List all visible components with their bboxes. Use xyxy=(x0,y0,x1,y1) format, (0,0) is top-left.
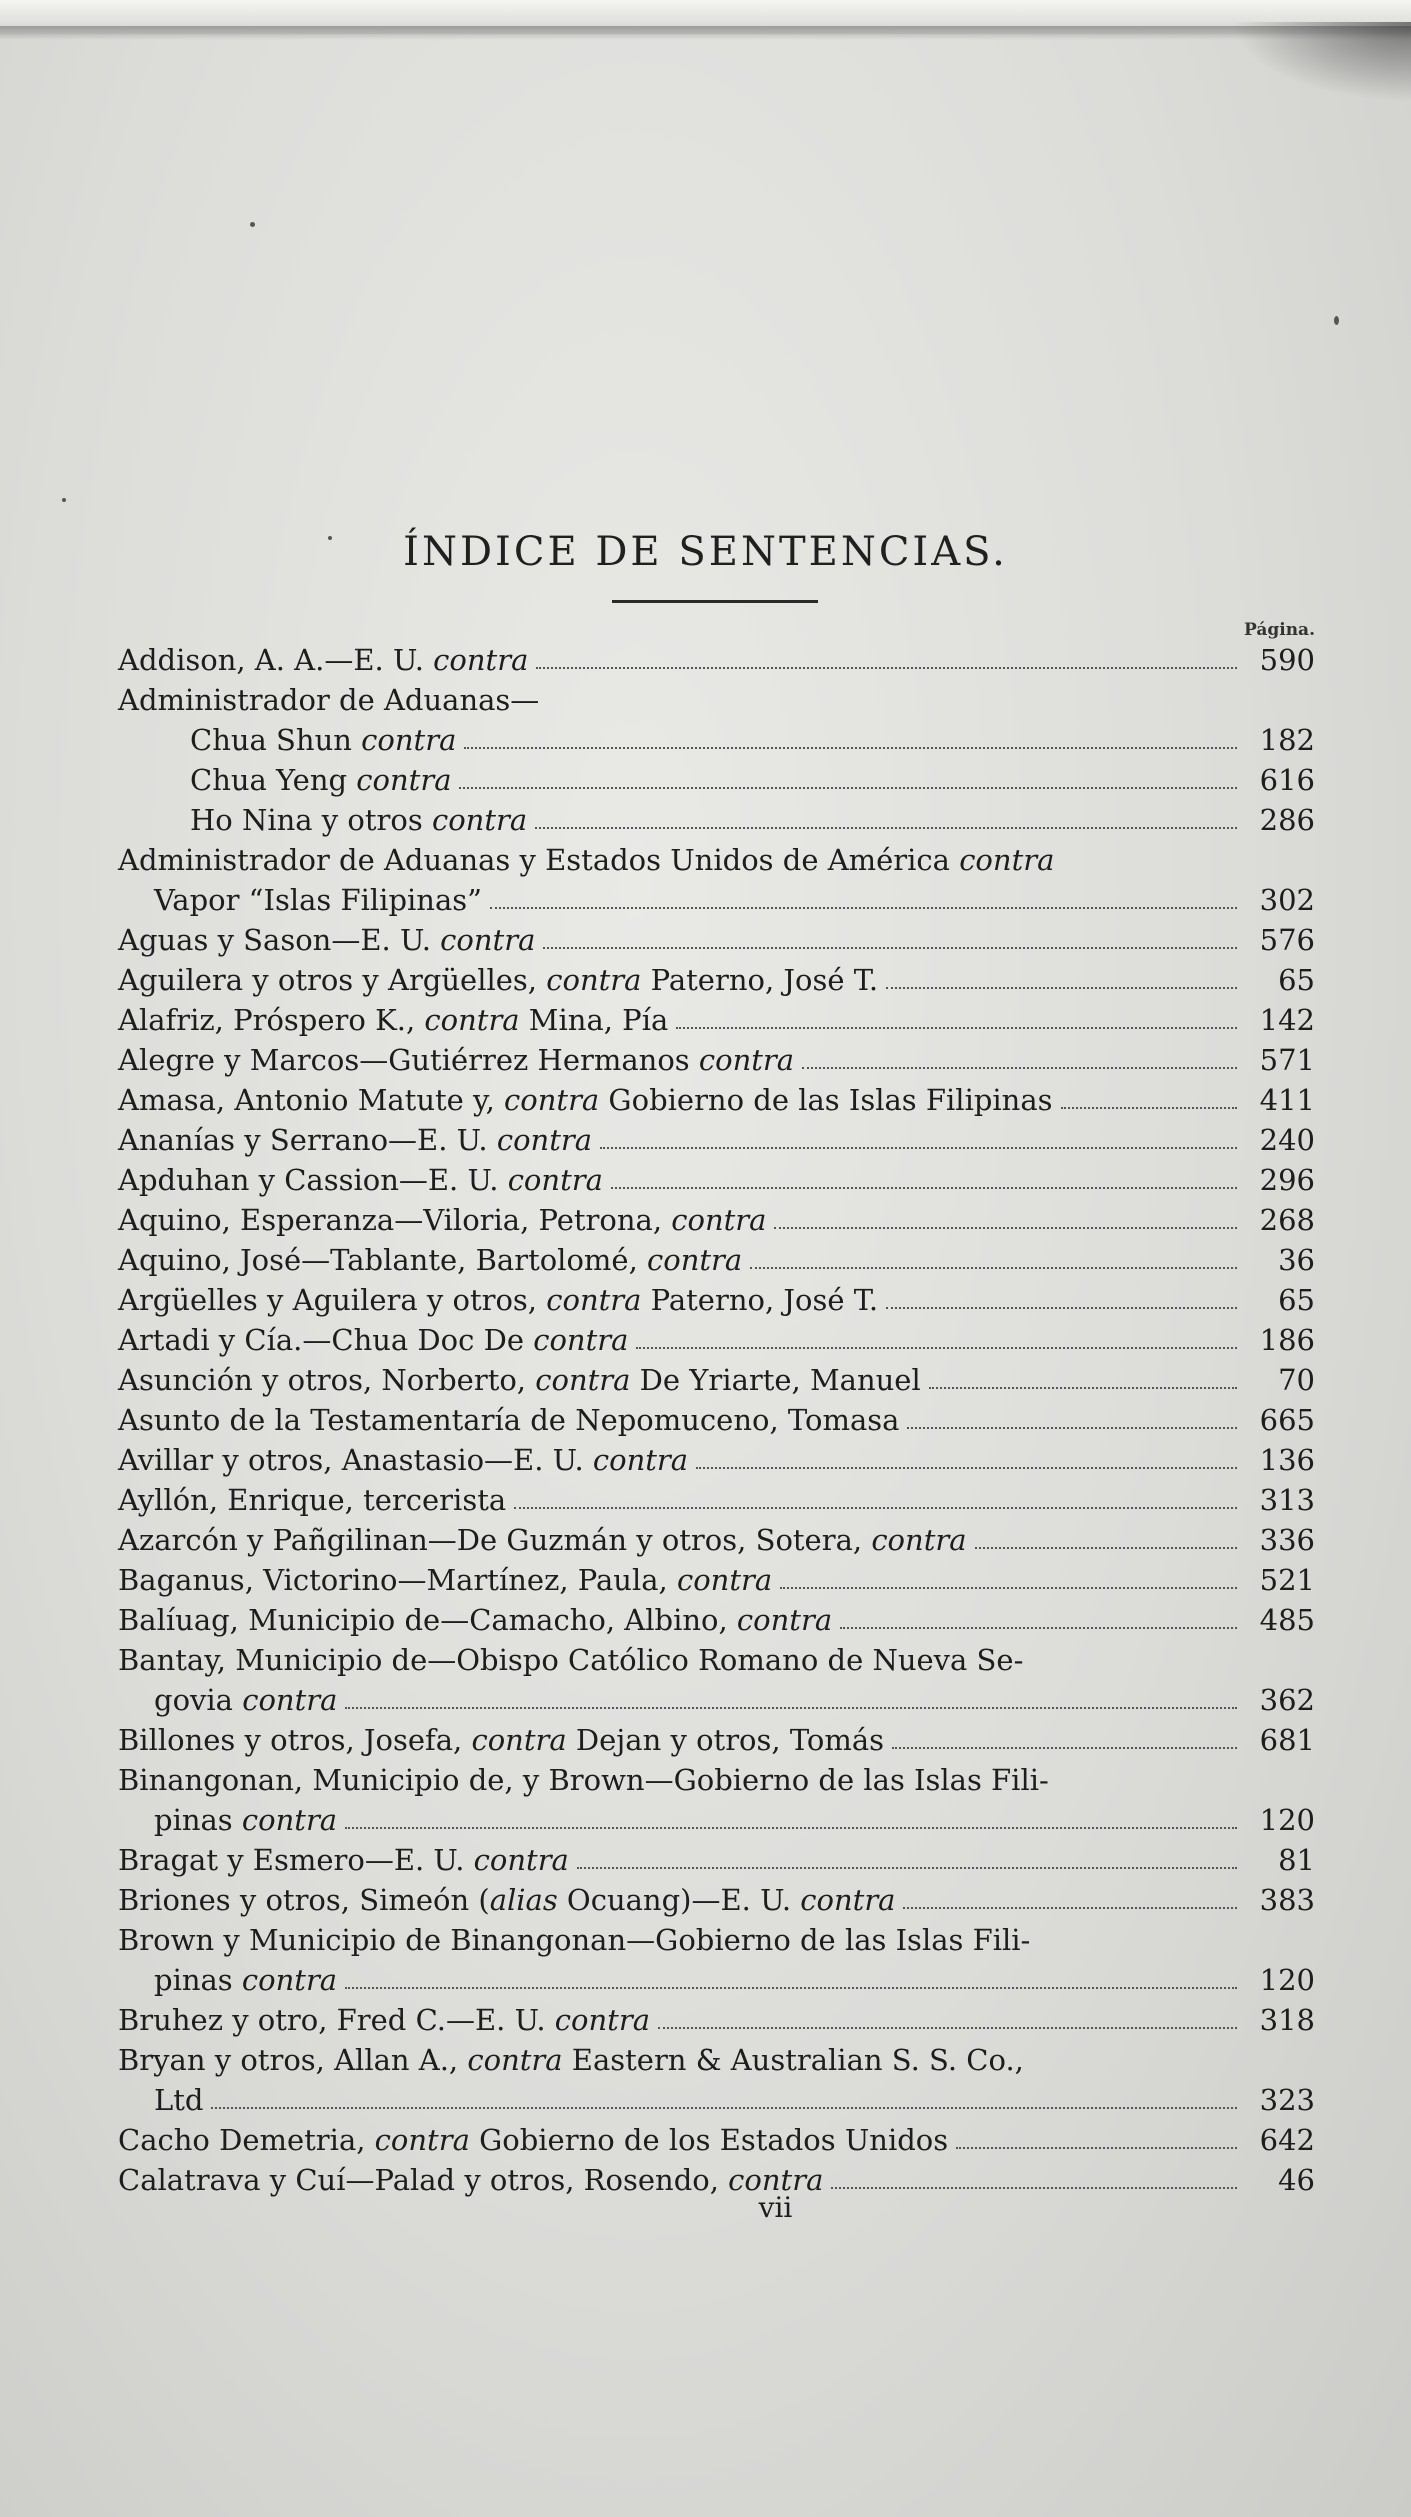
dot-leader xyxy=(577,1865,1237,1869)
entry-text: Billones y otros, Josefa, xyxy=(118,1723,472,1757)
entry-text: pinas xyxy=(154,1963,242,1997)
dot-leader xyxy=(886,1305,1237,1309)
entry-text: Asunto de la Testamentaría de Nepomuceno, Tomasa xyxy=(118,1403,900,1437)
entry-text: Apduhan y Cassion—E. U. xyxy=(118,1163,508,1197)
index-entry-line xyxy=(118,1520,1315,1560)
paper-speck xyxy=(62,498,66,502)
dot-leader xyxy=(802,1065,1237,1069)
entry-text: Briones y otros, Simeón ( xyxy=(118,1883,490,1917)
entry-italic-text: contra xyxy=(361,723,457,757)
entry-text: Chua Shun xyxy=(190,723,362,757)
entry-text: Aguas y Sason—E. U. xyxy=(118,923,441,957)
entry-text: Bryan y otros, Allan A., xyxy=(118,2043,468,2077)
dot-leader xyxy=(490,905,1237,909)
entry-text: Argüelles y Aguilera y otros, xyxy=(118,1283,547,1317)
index-entry xyxy=(118,1280,1315,1320)
entry-text: Ho Nina y otros xyxy=(190,803,432,837)
entry-italic-text: contra xyxy=(698,1043,795,1077)
entry-page-number: 336 xyxy=(1259,1523,1315,1557)
index-entry-line xyxy=(118,1920,1315,1960)
index-entry-line xyxy=(118,1560,1315,1600)
index-entries xyxy=(118,640,1315,2200)
index-entry-line xyxy=(118,760,1315,800)
index-entry xyxy=(118,1240,1315,1280)
entry-text: Aguilera y otros y Argüelles, xyxy=(118,963,547,997)
page-top-shadow xyxy=(0,26,1411,40)
index-entry xyxy=(118,1440,1315,1480)
dot-leader xyxy=(636,1345,1237,1349)
dot-leader xyxy=(535,825,1237,829)
index-entry-line xyxy=(118,1640,1315,1680)
dot-leader xyxy=(907,1425,1237,1429)
index-entry-line xyxy=(118,1600,1315,1640)
entry-italic-text: contra xyxy=(496,1123,593,1157)
index-entry xyxy=(118,1160,1315,1200)
entry-text: Dejan y otros, Tomás xyxy=(566,1723,885,1757)
entry-page-number: 240 xyxy=(1259,1123,1315,1157)
entry-page-number: 521 xyxy=(1259,1563,1315,1597)
entry-italic-text: contra xyxy=(504,1083,600,1117)
entry-page-number: 81 xyxy=(1278,1843,1315,1877)
dot-leader xyxy=(780,1585,1237,1589)
index-entry xyxy=(118,1920,1315,1960)
entry-italic-text: contra xyxy=(471,1723,567,1757)
index-entry xyxy=(118,1840,1315,1880)
index-entry-continuation xyxy=(118,1800,1315,1840)
entry-page-number: 65 xyxy=(1278,1283,1315,1317)
index-entry-line xyxy=(118,1200,1315,1240)
entry-text: Alegre y Marcos—Gutiérrez Hermanos xyxy=(118,1043,699,1077)
entry-page-number: 642 xyxy=(1259,2123,1315,2157)
entry-text: Balíuag, Municipio de—Camacho, Albino, xyxy=(118,1603,737,1637)
index-entry-line xyxy=(118,1320,1315,1360)
entry-italic-text: alias xyxy=(489,1883,558,1917)
entry-page-number: 136 xyxy=(1259,1443,1315,1477)
index-entry xyxy=(118,2120,1315,2160)
entry-page-number: 268 xyxy=(1259,1203,1315,1237)
dot-leader xyxy=(543,945,1237,949)
title-rule xyxy=(612,600,818,603)
entry-text: Addison, A. A.—E. U. xyxy=(118,643,434,677)
index-entry-line xyxy=(118,720,1315,760)
index-entry-line xyxy=(118,680,1315,720)
entry-page-number: 383 xyxy=(1259,1883,1315,1917)
entry-text: Bruhez y otro, Fred C.—E. U. xyxy=(118,2003,555,2037)
entry-italic-text: contra xyxy=(871,1523,967,1557)
index-entry-continuation xyxy=(118,880,1315,920)
index-entry xyxy=(118,640,1315,680)
entry-text: pinas xyxy=(154,1803,242,1837)
index-entry-line xyxy=(118,1400,1315,1440)
entry-page-number: 36 xyxy=(1278,1243,1315,1277)
entry-italic-text: contra xyxy=(467,2043,563,2077)
entry-italic-text: contra xyxy=(546,963,642,997)
entry-page-number: 65 xyxy=(1278,963,1315,997)
entry-text: Chua Yeng xyxy=(190,763,357,797)
entry-page-number: 46 xyxy=(1278,2163,1315,2197)
paper-speck xyxy=(250,222,255,227)
index-entry-line xyxy=(118,1440,1315,1480)
index-entry xyxy=(118,880,1315,920)
dot-leader xyxy=(658,2025,1237,2029)
index-entry xyxy=(118,1480,1315,1520)
entry-text: Binangonan, Municipio de, y Brown—Gobierno de las Islas Fili- xyxy=(118,1763,1049,1797)
entry-italic-text: contra xyxy=(554,2003,650,2037)
dot-leader xyxy=(903,1905,1237,1909)
entry-page-number: 70 xyxy=(1278,1363,1315,1397)
dot-leader xyxy=(345,1985,1237,1989)
entry-page-number: 182 xyxy=(1259,723,1315,757)
entry-italic-text: contra xyxy=(440,923,536,957)
index-entry xyxy=(118,1080,1315,1120)
entry-text: De Yriarte, Manuel xyxy=(630,1363,921,1397)
index-entry xyxy=(118,1680,1315,1720)
dot-leader xyxy=(975,1545,1238,1549)
entry-page-number: 286 xyxy=(1259,803,1315,837)
index-entry xyxy=(118,1960,1315,2000)
entry-page-number: 485 xyxy=(1259,1603,1315,1637)
entry-italic-text: contra xyxy=(473,1843,569,1877)
index-entry-line xyxy=(118,1080,1315,1120)
entry-italic-text: contra xyxy=(241,1803,338,1837)
entry-page-number: 571 xyxy=(1259,1043,1315,1077)
index-entry xyxy=(118,1640,1315,1680)
entry-text: Paterno, José T. xyxy=(641,1283,879,1317)
index-entry xyxy=(118,2000,1315,2040)
entry-text: Gobierno de las Islas Filipinas xyxy=(599,1083,1053,1117)
entry-italic-text: contra xyxy=(424,1003,520,1037)
entry-text: Bantay, Municipio de—Obispo Católico Romano de Nueva Se- xyxy=(118,1643,1024,1677)
entry-italic-text: contra xyxy=(736,1603,833,1637)
entry-italic-text: contra xyxy=(507,1163,603,1197)
dot-leader xyxy=(536,665,1237,669)
entry-page-number: 296 xyxy=(1259,1163,1315,1197)
index-entry xyxy=(118,720,1315,760)
index-entry-line xyxy=(118,2000,1315,2040)
entry-italic-text: contra xyxy=(433,643,529,677)
dot-leader xyxy=(611,1185,1237,1189)
entry-italic-text: contra xyxy=(959,843,1055,877)
index-entry xyxy=(118,840,1315,880)
dot-leader xyxy=(886,985,1237,989)
index-entry-line xyxy=(118,1880,1315,1920)
entry-page-number: 665 xyxy=(1259,1403,1315,1437)
index-entry-line xyxy=(118,1360,1315,1400)
index-entry-continuation xyxy=(118,1680,1315,1720)
entry-text: Ocuang)—E. U. xyxy=(557,1883,801,1917)
index-entry-line xyxy=(118,1120,1315,1160)
entry-italic-text: contra xyxy=(728,2163,824,2197)
dot-leader xyxy=(774,1225,1237,1229)
index-entry xyxy=(118,1000,1315,1040)
index-entry xyxy=(118,1040,1315,1080)
index-entry xyxy=(118,1320,1315,1360)
index-entry-line xyxy=(118,1480,1315,1520)
entry-text: Artadi y Cía.—Chua Doc De xyxy=(118,1323,534,1357)
index-entry xyxy=(118,680,1315,720)
entry-page-number: 616 xyxy=(1259,763,1315,797)
entry-text: Ananías y Serrano—E. U. xyxy=(118,1123,497,1157)
paper-speck xyxy=(1334,316,1339,325)
entry-italic-text: contra xyxy=(533,1323,629,1357)
entry-text: Vapor “Islas Filipinas” xyxy=(154,883,482,917)
dot-leader xyxy=(831,2185,1237,2189)
entry-text: Administrador de Aduanas— xyxy=(118,683,540,717)
index-entry xyxy=(118,1720,1315,1760)
index-entry xyxy=(118,2040,1315,2080)
entry-page-number: 362 xyxy=(1259,1683,1315,1717)
entry-text: Aquino, Esperanza—Viloria, Petrona, xyxy=(118,1203,672,1237)
dot-leader xyxy=(464,745,1237,749)
index-entry-line xyxy=(118,2040,1315,2080)
index-entry-line xyxy=(118,1280,1315,1320)
index-entry-line xyxy=(118,1040,1315,1080)
entry-italic-text: contra xyxy=(241,1963,338,1997)
index-entry xyxy=(118,1760,1315,1800)
entry-text: Calatrava y Cuí—Palad y otros, Rosendo, xyxy=(118,2163,729,2197)
index-entry xyxy=(118,800,1315,840)
entry-text: Administrador de Aduanas y Estados Unidos de América xyxy=(118,843,960,877)
index-entry xyxy=(118,920,1315,960)
index-entry-line xyxy=(118,2120,1315,2160)
entry-page-number: 186 xyxy=(1259,1323,1315,1357)
dot-leader xyxy=(211,2105,1237,2109)
dot-leader xyxy=(892,1745,1237,1749)
entry-page-number: 411 xyxy=(1259,1083,1315,1117)
entry-text: Ltd xyxy=(154,2083,204,2117)
entry-text: Ayllón, Enrique, tercerista xyxy=(118,1483,507,1517)
index-entry xyxy=(118,1560,1315,1600)
entry-page-number: 323 xyxy=(1259,2083,1315,2117)
entry-italic-text: contra xyxy=(647,1243,743,1277)
entry-text: Brown y Municipio de Binangonan—Gobierno de las Islas Fili- xyxy=(118,1923,1031,1957)
dot-leader xyxy=(459,785,1237,789)
index-entry-line xyxy=(118,1160,1315,1200)
index-entry xyxy=(118,760,1315,800)
entry-page-number: 120 xyxy=(1259,1963,1315,1997)
index-entry-line xyxy=(118,800,1315,840)
entry-page-number: 142 xyxy=(1259,1003,1315,1037)
index-entry-line xyxy=(118,960,1315,1000)
index-entry xyxy=(118,1800,1315,1840)
index-entry xyxy=(118,2080,1315,2120)
page-corner-shadow xyxy=(1231,22,1411,102)
entry-text: Eastern & Australian S. S. Co., xyxy=(562,2043,1024,2077)
entry-page-number: 681 xyxy=(1259,1723,1315,1757)
dot-leader xyxy=(345,1825,1237,1829)
index-entry xyxy=(118,1520,1315,1560)
entry-text: Azarcón y Pañgilinan—De Guzmán y otros, Sotera, xyxy=(118,1523,872,1557)
entry-italic-text: contra xyxy=(431,803,528,837)
entry-italic-text: contra xyxy=(535,1363,631,1397)
index-entry-line xyxy=(118,1840,1315,1880)
entry-text: Alafriz, Próspero K., xyxy=(118,1003,425,1037)
entry-text: Mina, Pía xyxy=(519,1003,669,1037)
dot-leader xyxy=(676,1025,1237,1029)
folio-number: vii xyxy=(758,2191,793,2224)
page-title: ÍNDICE DE SENTENCIAS. xyxy=(403,528,1008,575)
dot-leader xyxy=(956,2145,1237,2149)
index-entry-line xyxy=(118,840,1315,880)
entry-italic-text: contra xyxy=(676,1563,773,1597)
entry-italic-text: contra xyxy=(356,763,452,797)
index-entry-line xyxy=(118,1240,1315,1280)
entry-text: Aquino, José—Tablante, Bartolomé, xyxy=(118,1243,648,1277)
entry-text: Avillar y otros, Anastasio—E. U. xyxy=(118,1443,593,1477)
entry-page-number: 590 xyxy=(1259,643,1315,677)
entry-italic-text: contra xyxy=(592,1443,689,1477)
entry-page-number: 120 xyxy=(1259,1803,1315,1837)
index-entry-continuation xyxy=(118,2080,1315,2120)
dot-leader xyxy=(696,1465,1237,1469)
entry-italic-text: contra xyxy=(242,1683,338,1717)
entry-page-number: 313 xyxy=(1259,1483,1315,1517)
entry-text: Baganus, Victorino—Martínez, Paula, xyxy=(118,1563,677,1597)
index-entry xyxy=(118,1120,1315,1160)
entry-text: Amasa, Antonio Matute y, xyxy=(118,1083,505,1117)
index-entry-line xyxy=(118,640,1315,680)
entry-text: Cacho Demetria, xyxy=(118,2123,375,2157)
entry-page-number: 302 xyxy=(1259,883,1315,917)
entry-text: govia xyxy=(154,1683,243,1717)
dot-leader xyxy=(345,1705,1237,1709)
index-entry xyxy=(118,1600,1315,1640)
entry-italic-text: contra xyxy=(800,1883,896,1917)
index-entry-line xyxy=(118,1000,1315,1040)
index-entry-line xyxy=(118,1720,1315,1760)
dot-leader xyxy=(514,1505,1237,1509)
index-entry xyxy=(118,1360,1315,1400)
index-entry xyxy=(118,960,1315,1000)
index-entry-line xyxy=(118,920,1315,960)
page-column-label: Página. xyxy=(1244,620,1315,640)
dot-leader xyxy=(600,1145,1237,1149)
dot-leader xyxy=(750,1265,1237,1269)
entry-text: Gobierno de los Estados Unidos xyxy=(469,2123,949,2157)
entry-italic-text: contra xyxy=(671,1203,767,1237)
entry-text: Paterno, José T. xyxy=(641,963,879,997)
index-entry xyxy=(118,1400,1315,1440)
dot-leader xyxy=(1061,1105,1237,1109)
index-entry-line xyxy=(118,1760,1315,1800)
entry-page-number: 318 xyxy=(1259,2003,1315,2037)
dot-leader xyxy=(929,1385,1237,1389)
index-entry xyxy=(118,1880,1315,1920)
entry-text: Bragat y Esmero—E. U. xyxy=(118,1843,474,1877)
dot-leader xyxy=(840,1625,1237,1629)
entry-italic-text: contra xyxy=(374,2123,470,2157)
entry-italic-text: contra xyxy=(546,1283,642,1317)
index-entry xyxy=(118,1200,1315,1240)
entry-page-number: 576 xyxy=(1259,923,1315,957)
entry-text: Asunción y otros, Norberto, xyxy=(118,1363,536,1397)
index-entry-continuation xyxy=(118,1960,1315,2000)
